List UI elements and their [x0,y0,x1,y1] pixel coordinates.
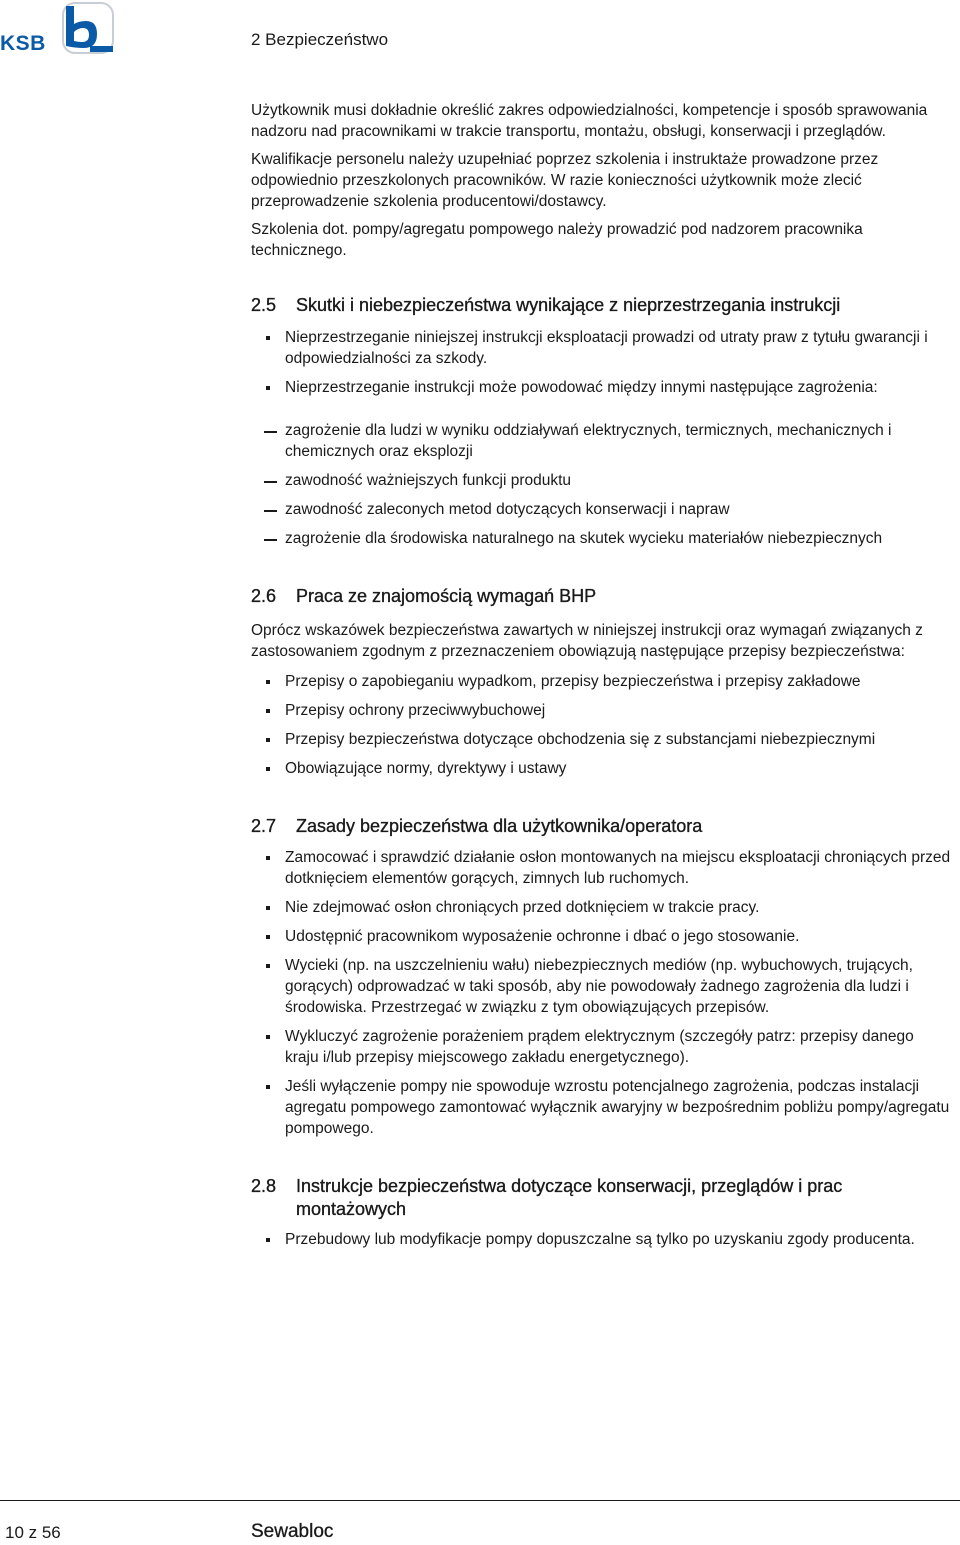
section-2-8-heading [251,1175,951,1221]
brand-text: KSB [0,32,46,54]
section-title: Zasady bezpieczeństwa dla użytkownika/operatora [296,816,703,836]
page-content [251,100,951,1258]
hazard-list [251,420,951,549]
section-title: Instrukcje bezpieczeństwa dotyczące konserwacji, przeglądów i prac montażowych [296,1176,843,1219]
section-2-7-list [251,847,951,1139]
section-number: 2.8 [251,1176,277,1196]
ksb-logo [0,2,115,54]
dash-item: zawodność zaleconych metod dotyczących konserwacji i napraw [251,499,951,520]
list-item: Udostępnić pracownikom wyposażenie ochronne i dbać o jego stosowanie. [251,926,951,947]
section-title: Praca ze znajomością wymagań BHP [296,586,597,606]
section-2-5-list [251,327,951,549]
section-2-8-list [251,1229,951,1250]
list-item-text: Nieprzestrzeganie instrukcji może powodować między innymi następujące zagrożenia: [285,379,878,396]
section-title: Skutki i niebezpieczeństwa wynikające z nieprzestrzegania instrukcji [296,295,841,315]
intro-paragraph-1: Użytkownik musi dokładnie określić zakres odpowiedzialności, kompetencje i sposób sprawowania nadzoru nad pracownikami w trakcie transportu, montażu, obsługi, konserwacji i przeglądów. [251,102,928,140]
list-item: Nieprzestrzeganie niniejszej instrukcji eksploatacji prowadzi od utraty praw z tytułu gwarancji i odpowiedzialności za szkody. [251,327,951,369]
section-number: 2.7 [251,816,277,836]
section-2-5-heading [251,294,951,317]
chapter-title: 2 Bezpieczeństwo [251,30,389,49]
list-item: Przepisy o zapobieganiu wypadkom, przepisy bezpieczeństwa i przepisy zakładowe [251,671,951,692]
list-item: Przebudowy lub modyfikacje pompy dopuszczalne są tylko po uzyskaniu zgody producenta. [251,1229,951,1250]
dash-item: zawodność ważniejszych funkcji produktu [251,470,951,491]
section-number: 2.5 [251,295,277,315]
intro-paragraph-3: Szkolenia dot. pompy/agregatu pompowego należy prowadzić pod nadzorem pracownika technicznego. [251,221,863,259]
list-item: Zamocować i sprawdzić działanie osłon montowanych na miejscu eksploatacji chroniących przed dotknięciem elementów gorących, zimnych lub ruchomych. [251,847,951,889]
dash-item: zagrożenie dla środowiska naturalnego na skutek wycieku materiałów niebezpiecznych [251,528,951,549]
logo-mark-bar [90,46,113,52]
list-item: Jeśli wyłączenie pompy nie spowoduje wzrostu potencjalnego zagrożenia, podczas instalacji agregatu pompowego zamontować wyłącznik awaryjny w bezpośrednim pobliżu pompy/agregatu pompowego. [251,1076,951,1139]
dash-item: zagrożenie dla ludzi w wyniku oddziaływań elektrycznych, termicznych, mechanicznych i chemicznych oraz eksplozji [251,420,951,462]
section-2-7-heading [251,815,951,838]
list-item: Przepisy bezpieczeństwa dotyczące obchodzenia się z substancjami niebezpiecznymi [251,729,951,750]
section-2-6-list [251,671,951,779]
list-item: Obowiązujące normy, dyrektywy i ustawy [251,758,951,779]
list-item: Wycieki (np. na uszczelnieniu wału) niebezpiecznych mediów (np. wybuchowych, trujących, gorących) odprowadzać w taki sposób, aby nie powodowały żadnego zagrożenia dla ludzi i środowiska. Przestrzegać w związku z tym obowiązujących przepisów. [251,955,951,1018]
page-number: 10 z 56 [5,1523,61,1542]
list-item [251,377,951,549]
logo-mark-b [66,6,97,48]
list-item: Wykluczyć zagrożenie porażeniem prądem elektrycznym (szczegóły patrz: przepisy danego kraju i/lub przepisy miejscowego zakładu energetycznego). [251,1026,951,1068]
list-item: Przepisy ochrony przeciwwybuchowej [251,700,951,721]
footer-divider [0,1500,960,1501]
intro-paragraph-2: Kwalifikacje personelu należy uzupełniać poprzez szkolenia i instruktaże prowadzone przez odpowiednio przeszkolonych pracowników. W razie konieczności użytkownik może zlecić przeprowadzenie szkolenia producentowi/dostawcy. [251,151,879,210]
product-name: Sewabloc [251,1521,334,1542]
list-item: Nie zdejmować osłon chroniących przed dotknięciem w trakcie pracy. [251,897,951,918]
section-2-6-intro: Oprócz wskazówek bezpieczeństwa zawartych w niniejszej instrukcji oraz wymagań związanych z zastosowaniem zgodnym z przeznaczeniem obowiązują następujące przepisy bezpieczeństwa: [251,622,923,660]
section-number: 2.6 [251,586,277,606]
section-2-6-heading [251,585,951,608]
